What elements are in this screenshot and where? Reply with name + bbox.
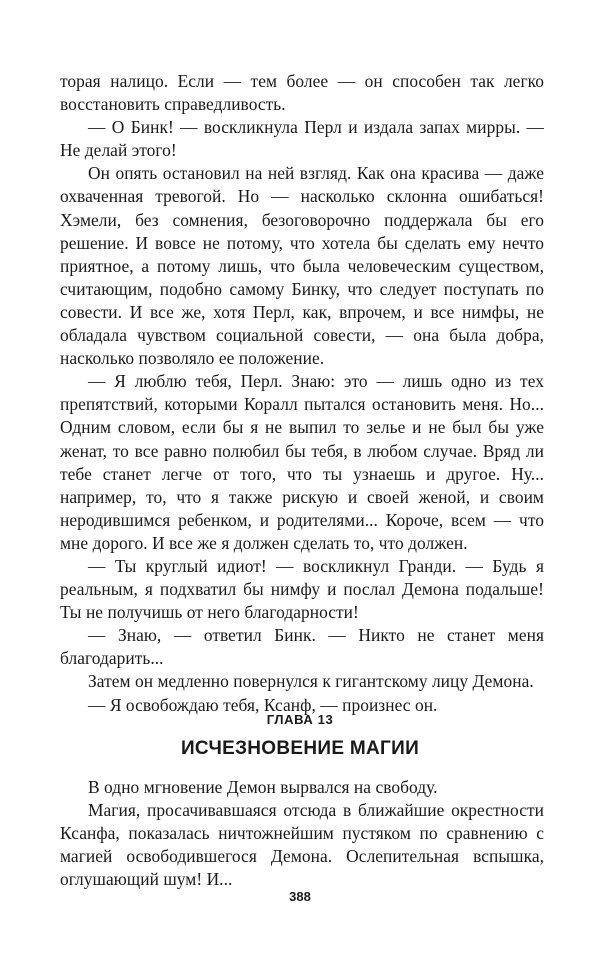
paragraph: Он опять остановил на ней взгляд. Как она красива — даже охваченная тревогой. Но — насколько склонна ошибаться! Хэмели, без сомнения, безоговорочно поддержала бы его решение. И вовсе не потому, что хотела бы сделать ему нечто приятное, а потому лишь, что была человеческим существом, считающим, подобно самому Бинку, что следует поступать по совести. И все же, хотя Перл, как, впрочем, и все нимфы, не обладала чувством социальной совести, — она была добра, насколько позволяло ее положение. [60,163,544,369]
paragraph: — Я освобождаю тебя, Ксанф, — произнес он. [88,694,438,715]
main-text-block [60,70,544,717]
paragraph: — Ты круглый идиот! — воскликнул Гранди. — Будь я реальным, я подхватил бы нимфу и послал Демона подальше! Ты не получишь от него благодарности! [60,555,544,623]
page-number: 388 [289,889,311,904]
paragraph: — О Бинк! — воскликнула Перл и издала запах мирры. — Не делай этого! [60,117,544,161]
paragraph: — Знаю, — ответил Бинк. — Никто не станет меня благодарить... [60,625,544,669]
chapter-text-block [60,776,544,891]
chapter-title: ИСЧЕЗНОВЕНИЕ МАГИИ [180,738,420,759]
paragraph: — Я люблю тебя, Перл. Знаю: это — лишь одно из тех препятствий, которыми Коралл пытался остановить меня. Но... Одним словом, если бы я не выпил то зелье и не был бы уже женат, то все равно полюбил бы тебя, в любом случае. Вряд ли тебе станет легче от того, что ты узнаешь и другое. Ну... например, то, что я также рискую и своей женой, и своим неродившимся ребенком, и родителями... Короче, всем — что мне дорого. И все же я должен сделать то, что должен. [60,371,544,553]
paragraph: Затем он медленно повернулся к гигантскому лицу Демона. [88,671,534,692]
paragraph: торая налицо. Если — тем более — он способен так легко восстановить справедливость. [60,71,544,115]
paragraph: Магия, просачивавшаяся отсюда в ближайшие окрестности Ксанфа, показалась ничтожнейшим пустяком по сравнению с магией освободившегося Демона. Ослепительная вспышка, оглушающий шум! И... [60,800,544,890]
paragraph: В одно мгновение Демон вырвался на свободу. [88,777,438,797]
chapter-number: ГЛАВА 13 [266,712,334,727]
